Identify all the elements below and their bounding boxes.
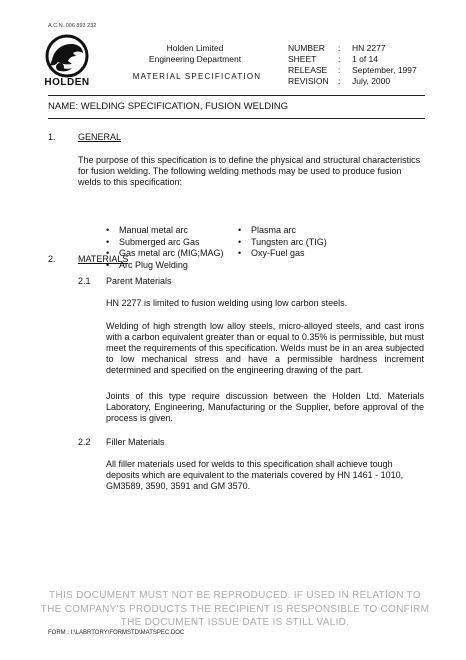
methods-column-2 bbox=[238, 225, 327, 260]
meta-row-sheet: SHEET : 1 of 14 bbox=[288, 54, 378, 64]
section-1-title: GENERAL bbox=[78, 132, 122, 142]
parent-materials-p3: Joints of this type require discussion between the Holden Ltd. Materials Laboratory, Engineering, Manufacturing or the Supplier, before approval of the process is given. bbox=[106, 391, 424, 423]
document-meta-table bbox=[288, 43, 417, 87]
meta-row-number: NUMBER : HN 2277 bbox=[288, 43, 386, 53]
list-item: • Submerged arc Gas bbox=[106, 237, 224, 249]
subsection-2-1-title: Parent Materials bbox=[106, 276, 172, 286]
list-item: • Oxy-Fuel gas bbox=[238, 248, 327, 260]
subsection-2-2-title: Filler Materials bbox=[106, 437, 165, 447]
document-type: MATERIAL SPECIFICATION bbox=[132, 72, 262, 81]
acn-number: A.C.N. 006 893 232 bbox=[48, 23, 97, 29]
filler-materials-p1: All filler materials used for welds to this specification shall achieve tough deposits which are equivalent to the materials covered by HN 1461 - 1010, GM3589, 3590, 3591 and GM 3570. bbox=[106, 459, 404, 491]
form-path: FORM : I:\LABRTORY\FORMSTD\MATSPEC.DOC bbox=[48, 630, 185, 636]
meta-row-release: RELEASE : September, 1997 bbox=[288, 65, 417, 75]
general-intro: The purpose of this specification is to define the physical and structural characteristics for fusion welding. The following welding methods may be used to produce fusion welds to this specification: bbox=[78, 155, 421, 187]
company-block bbox=[110, 43, 280, 65]
name-divider bbox=[48, 118, 425, 119]
subsection-2-2-number: 2.2 bbox=[78, 437, 91, 447]
parent-materials-p2: Welding of high strength low alloy steels, micro-alloyed steels, and cast irons with a carbon equivalent greater than or equal to 0.35% is permissible, but must meet the requirements of this specification. Welds must be in an area subjected to low mechanical stress and have a permissible hardness increment determined and specified on the engineering drawing of the part. bbox=[106, 321, 424, 375]
department-name: Engineering Department bbox=[148, 54, 242, 64]
list-item: • Tungsten arc (TIG) bbox=[238, 237, 327, 249]
parent-materials-p1: HN 2277 is limited to fusion welding using low carbon steels. bbox=[106, 298, 348, 308]
list-item: • Arc Plug Welding bbox=[106, 260, 224, 272]
section-2-number: 2. bbox=[48, 254, 56, 264]
header-divider bbox=[48, 95, 425, 96]
section-2-title: MATERIALS bbox=[78, 254, 129, 264]
company-name: Holden Limited bbox=[166, 43, 224, 53]
reproduction-warning: THIS DOCUMENT MUST NOT BE REPRODUCED. IF USED IN RELATION TO THE COMPANY'S PRODUCTS THE RECIPIENT IS RESPONSIBLE TO CONFIRM THE DOCUMENT ISSUE DATE IS STILL VALID. bbox=[40, 590, 430, 628]
list-item: • Gas metal arc (MIG;MAG) bbox=[106, 248, 224, 260]
meta-row-revision: REVISION : July, 2000 bbox=[288, 76, 391, 86]
section-1-number: 1. bbox=[48, 132, 56, 142]
subsection-2-1-number: 2.1 bbox=[78, 276, 91, 286]
list-item: • Plasma arc bbox=[238, 225, 327, 237]
specification-name: NAME: WELDING SPECIFICATION, FUSION WELDING bbox=[48, 101, 288, 112]
holden-wordmark: HOLDEN bbox=[44, 77, 90, 88]
list-item: • Manual metal arc bbox=[106, 225, 224, 237]
methods-column-1 bbox=[106, 225, 224, 271]
